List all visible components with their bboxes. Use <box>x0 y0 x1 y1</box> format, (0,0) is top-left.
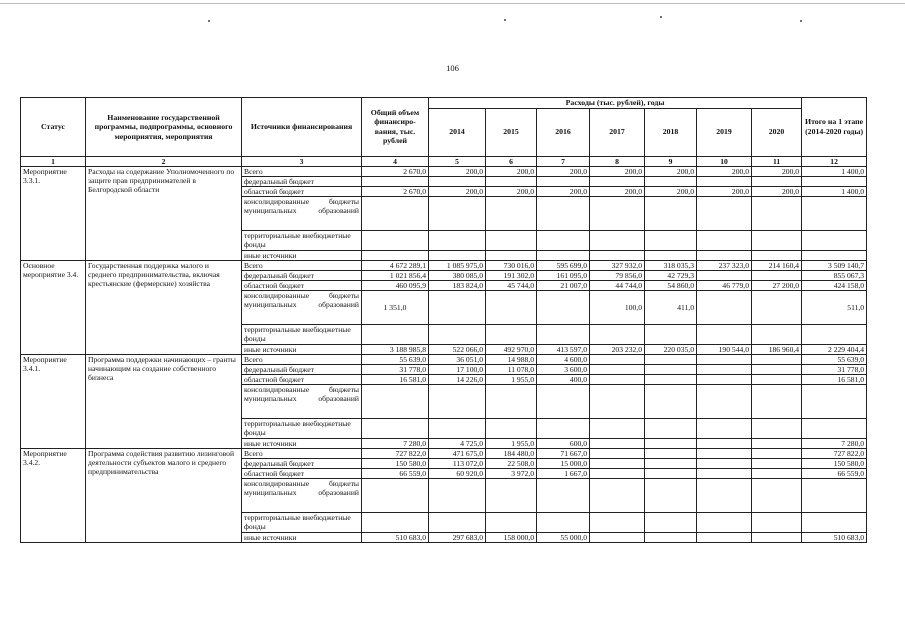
year-value-cell <box>697 438 752 448</box>
total-value-cell: 2 670,0 <box>362 186 429 196</box>
year-value-cell: 200,0 <box>590 186 645 196</box>
col-number: 4 <box>362 156 429 166</box>
year-value-cell <box>697 364 752 374</box>
year-value-cell <box>486 418 537 438</box>
total-value-cell: 727 822,0 <box>362 448 429 458</box>
year-value-cell: 200,0 <box>486 186 537 196</box>
year-value-cell: 36 051,0 <box>429 354 486 364</box>
funding-source-cell: территориальные внебюджетные фонды <box>242 512 362 532</box>
year-value-cell <box>429 290 486 324</box>
year-value-cell <box>486 512 537 532</box>
year-value-cell <box>537 478 590 512</box>
top-scan-edge <box>0 3 905 4</box>
year-value-cell <box>645 230 697 250</box>
year-value-cell: 54 860,0 <box>645 280 697 290</box>
funding-source-cell: иные источники <box>242 250 362 260</box>
itogo-value-cell: 16 581,0 <box>802 374 867 384</box>
itogo-value-cell: 1 400,0 <box>802 166 867 176</box>
year-value-cell: 191 302,0 <box>486 270 537 280</box>
year-value-cell: 492 970,0 <box>486 344 537 354</box>
year-value-cell <box>697 458 752 468</box>
budget-table <box>20 97 867 543</box>
year-value-cell <box>486 230 537 250</box>
year-value-cell <box>752 176 802 186</box>
funding-source-cell: областной бюджет <box>242 186 362 196</box>
funding-source-cell: Всего <box>242 166 362 176</box>
year-value-cell <box>752 364 802 374</box>
year-value-cell <box>645 354 697 364</box>
itogo-value-cell: 31 778,0 <box>802 364 867 374</box>
funding-source-cell: федеральный бюджет <box>242 458 362 468</box>
year-value-cell: 45 744,0 <box>486 280 537 290</box>
year-value-cell <box>429 176 486 186</box>
year-value-cell <box>752 374 802 384</box>
col-number: 2 <box>86 156 242 166</box>
header-name: Наименование государственной программы, подпрограммы, основного мероприятия, мероприятия <box>86 98 242 157</box>
year-value-cell <box>645 418 697 438</box>
header-itogo: Итого на 1 этапе (2014-2020 годы) <box>802 98 867 157</box>
year-value-cell <box>590 364 645 374</box>
col-number: 5 <box>429 156 486 166</box>
year-value-cell: 44 744,0 <box>590 280 645 290</box>
year-value-cell <box>429 196 486 230</box>
year-value-cell <box>590 532 645 542</box>
year-value-cell <box>537 418 590 438</box>
year-value-cell <box>590 230 645 250</box>
year-value-cell <box>752 458 802 468</box>
funding-source-cell: иные источники <box>242 532 362 542</box>
table-body <box>21 166 867 542</box>
year-value-cell <box>645 384 697 418</box>
year-value-cell: 522 066,0 <box>429 344 486 354</box>
page-number: 106 <box>446 63 459 73</box>
year-value-cell <box>590 384 645 418</box>
year-value-cell: 1 085 975,0 <box>429 260 486 270</box>
table-row <box>21 448 867 458</box>
year-value-cell <box>697 270 752 280</box>
year-value-cell <box>697 354 752 364</box>
year-value-cell: 3 972,0 <box>486 468 537 478</box>
header-year: 2016 <box>537 108 590 156</box>
table-row <box>21 260 867 270</box>
total-value-cell <box>362 196 429 230</box>
budget-table-wrapper <box>20 97 867 543</box>
total-value-cell <box>362 478 429 512</box>
total-value-cell: 55 639,0 <box>362 354 429 364</box>
year-value-cell: 471 675,0 <box>429 448 486 458</box>
total-value-cell: 510 683,0 <box>362 532 429 542</box>
total-value-cell: 150 580,0 <box>362 458 429 468</box>
year-value-cell <box>645 250 697 260</box>
year-value-cell: 183 824,0 <box>429 280 486 290</box>
year-value-cell: 200,0 <box>537 186 590 196</box>
year-value-cell: 200,0 <box>537 166 590 176</box>
scan-speck <box>504 19 506 21</box>
year-value-cell <box>590 324 645 344</box>
year-value-cell: 730 016,0 <box>486 260 537 270</box>
scan-speck <box>208 20 210 22</box>
year-value-cell: 161 095,0 <box>537 270 590 280</box>
funding-source-cell: областной бюджет <box>242 374 362 384</box>
year-value-cell <box>590 448 645 458</box>
year-value-cell <box>429 384 486 418</box>
total-value-cell: 4 672 289,1 <box>362 260 429 270</box>
year-value-cell <box>752 230 802 250</box>
funding-source-cell: консолидированные бюджеты муниципальных образований <box>242 478 362 512</box>
status-cell: Мероприятие 3.4.2. <box>21 448 86 542</box>
itogo-value-cell: 66 559,0 <box>802 468 867 478</box>
year-value-cell <box>537 290 590 324</box>
itogo-value-cell: 3 509 140,7 <box>802 260 867 270</box>
program-name-cell: Программа содействия развитию лизинговой деятельности субъектов малого и среднего предпринимательства <box>86 448 242 542</box>
year-value-cell <box>486 384 537 418</box>
header-total: Общий объем финансиро-вания, тыс. рублей <box>362 98 429 157</box>
year-value-cell <box>537 324 590 344</box>
itogo-value-cell: 510 683,0 <box>802 532 867 542</box>
total-value-cell: 31 778,0 <box>362 364 429 374</box>
status-cell: Основное мероприятие 3.4. <box>21 260 86 354</box>
year-value-cell: 14 226,0 <box>429 374 486 384</box>
year-value-cell: 184 480,0 <box>486 448 537 458</box>
total-value-cell: 3 188 985,8 <box>362 344 429 354</box>
year-value-cell <box>486 196 537 230</box>
funding-source-cell: консолидированные бюджеты муниципальных образований <box>242 196 362 230</box>
year-value-cell: 200,0 <box>429 166 486 176</box>
year-value-cell <box>429 512 486 532</box>
year-value-cell: 15 000,0 <box>537 458 590 468</box>
funding-source-cell: консолидированные бюджеты муниципальных образований <box>242 384 362 418</box>
year-value-cell: 22 508,0 <box>486 458 537 468</box>
year-value-cell <box>590 438 645 448</box>
year-value-cell: 200,0 <box>752 166 802 176</box>
year-value-cell: 413 597,0 <box>537 344 590 354</box>
year-value-cell: 27 200,0 <box>752 280 802 290</box>
itogo-value-cell: 855 067,3 <box>802 270 867 280</box>
funding-source-cell: территориальные внебюджетные фонды <box>242 324 362 344</box>
funding-source-cell: консолидированные бюджеты муниципальных образований <box>242 290 362 324</box>
total-value-cell: 460 095,9 <box>362 280 429 290</box>
itogo-value-cell: 150 580,0 <box>802 458 867 468</box>
itogo-value-cell <box>802 384 867 418</box>
year-value-cell <box>537 196 590 230</box>
funding-source-cell: Всего <box>242 354 362 364</box>
itogo-value-cell: 727 822,0 <box>802 448 867 458</box>
year-value-cell <box>590 374 645 384</box>
year-value-cell <box>752 418 802 438</box>
header-sources: Источники финансирования <box>242 98 362 157</box>
year-value-cell <box>752 478 802 512</box>
year-value-cell <box>645 478 697 512</box>
header-year: 2018 <box>645 108 697 156</box>
itogo-value-cell <box>802 230 867 250</box>
year-value-cell <box>752 448 802 458</box>
year-value-cell <box>752 438 802 448</box>
itogo-value-cell: 1 400,0 <box>802 186 867 196</box>
year-value-cell: 190 544,0 <box>697 344 752 354</box>
year-value-cell <box>752 196 802 230</box>
year-value-cell: 17 100,0 <box>429 364 486 374</box>
program-name-cell: Расходы на содержание Уполномоченного по защите прав предпринимателей в Белгородской области <box>86 166 242 260</box>
itogo-value-cell: 511,0 <box>802 290 867 324</box>
year-value-cell: 186 960,4 <box>752 344 802 354</box>
year-value-cell: 113 072,0 <box>429 458 486 468</box>
year-value-cell: 200,0 <box>645 186 697 196</box>
total-value-cell: 66 559,0 <box>362 468 429 478</box>
funding-source-cell: иные источники <box>242 438 362 448</box>
year-value-cell <box>752 250 802 260</box>
year-value-cell <box>645 374 697 384</box>
year-value-cell <box>697 290 752 324</box>
year-value-cell <box>697 384 752 418</box>
itogo-value-cell: 7 280,0 <box>802 438 867 448</box>
year-value-cell: 14 988,0 <box>486 354 537 364</box>
year-value-cell <box>697 448 752 458</box>
year-value-cell <box>752 290 802 324</box>
year-value-cell <box>645 468 697 478</box>
col-number: 8 <box>590 156 645 166</box>
year-value-cell: 4 725,0 <box>429 438 486 448</box>
total-value-cell: 1 351,0 <box>362 290 429 324</box>
year-value-cell <box>645 448 697 458</box>
year-value-cell <box>752 512 802 532</box>
year-value-cell: 71 667,0 <box>537 448 590 458</box>
scan-speck <box>660 16 662 18</box>
year-value-cell <box>590 478 645 512</box>
funding-source-cell: федеральный бюджет <box>242 364 362 374</box>
total-value-cell: 1 021 856,4 <box>362 270 429 280</box>
year-value-cell: 297 683,0 <box>429 532 486 542</box>
year-value-cell <box>697 250 752 260</box>
year-value-cell: 200,0 <box>590 166 645 176</box>
year-value-cell: 327 932,0 <box>590 260 645 270</box>
year-value-cell <box>590 512 645 532</box>
funding-source-cell: федеральный бюджет <box>242 176 362 186</box>
year-value-cell <box>697 468 752 478</box>
table-row <box>21 354 867 364</box>
itogo-value-cell <box>802 478 867 512</box>
funding-source-cell: территориальные внебюджетные фонды <box>242 418 362 438</box>
year-value-cell <box>537 176 590 186</box>
header-year: 2017 <box>590 108 645 156</box>
year-value-cell: 200,0 <box>429 186 486 196</box>
col-number: 6 <box>486 156 537 166</box>
year-value-cell: 3 600,0 <box>537 364 590 374</box>
col-number: 12 <box>802 156 867 166</box>
year-value-cell <box>486 324 537 344</box>
funding-source-cell: территориальные внебюджетные фонды <box>242 230 362 250</box>
year-value-cell <box>645 176 697 186</box>
itogo-value-cell <box>802 418 867 438</box>
year-value-cell: 220 035,0 <box>645 344 697 354</box>
year-value-cell <box>429 324 486 344</box>
year-value-cell: 11 078,0 <box>486 364 537 374</box>
year-value-cell: 4 600,0 <box>537 354 590 364</box>
year-value-cell <box>752 324 802 344</box>
year-value-cell <box>697 512 752 532</box>
year-value-cell: 380 085,0 <box>429 270 486 280</box>
year-value-cell <box>590 176 645 186</box>
year-value-cell: 411,0 <box>645 290 697 324</box>
total-value-cell <box>362 230 429 250</box>
funding-source-cell: федеральный бюджет <box>242 270 362 280</box>
column-number-row <box>21 156 867 166</box>
year-value-cell <box>537 250 590 260</box>
year-value-cell: 42 729,3 <box>645 270 697 280</box>
year-value-cell: 595 699,0 <box>537 260 590 270</box>
col-number: 7 <box>537 156 590 166</box>
year-value-cell <box>752 270 802 280</box>
header-year: 2020 <box>752 108 802 156</box>
year-value-cell: 203 232,0 <box>590 344 645 354</box>
funding-source-cell: Всего <box>242 260 362 270</box>
year-value-cell: 46 779,0 <box>697 280 752 290</box>
year-value-cell: 318 035,3 <box>645 260 697 270</box>
total-value-cell <box>362 512 429 532</box>
year-value-cell <box>429 478 486 512</box>
year-value-cell <box>429 230 486 250</box>
year-value-cell <box>752 384 802 418</box>
year-value-cell <box>645 532 697 542</box>
header-expenses: Расходы (тыс. рублей), годы <box>429 98 802 109</box>
year-value-cell <box>645 364 697 374</box>
year-value-cell <box>645 438 697 448</box>
table-row <box>21 166 867 176</box>
header-year: 2019 <box>697 108 752 156</box>
header-status: Статус <box>21 98 86 157</box>
year-value-cell <box>590 418 645 438</box>
year-value-cell: 1 955,0 <box>486 438 537 448</box>
col-number: 3 <box>242 156 362 166</box>
itogo-value-cell <box>802 196 867 230</box>
year-value-cell <box>752 468 802 478</box>
year-value-cell <box>645 458 697 468</box>
scan-speck <box>800 20 802 22</box>
itogo-value-cell <box>802 250 867 260</box>
year-value-cell <box>537 512 590 532</box>
year-value-cell <box>752 532 802 542</box>
total-value-cell <box>362 384 429 418</box>
year-value-cell <box>590 468 645 478</box>
year-value-cell <box>697 418 752 438</box>
year-value-cell <box>697 324 752 344</box>
year-value-cell: 100,0 <box>590 290 645 324</box>
itogo-value-cell <box>802 324 867 344</box>
col-number: 1 <box>21 156 86 166</box>
year-value-cell: 158 000,0 <box>486 532 537 542</box>
year-value-cell <box>697 478 752 512</box>
year-value-cell <box>590 354 645 364</box>
header-year: 2014 <box>429 108 486 156</box>
year-value-cell <box>590 458 645 468</box>
year-value-cell <box>486 176 537 186</box>
year-value-cell <box>429 418 486 438</box>
year-value-cell: 21 007,0 <box>537 280 590 290</box>
total-value-cell: 7 280,0 <box>362 438 429 448</box>
year-value-cell <box>645 196 697 230</box>
year-value-cell: 1 667,0 <box>537 468 590 478</box>
year-value-cell: 200,0 <box>697 166 752 176</box>
year-value-cell: 400,0 <box>537 374 590 384</box>
itogo-value-cell: 424 158,0 <box>802 280 867 290</box>
col-number: 11 <box>752 156 802 166</box>
total-value-cell: 16 581,0 <box>362 374 429 384</box>
total-value-cell <box>362 250 429 260</box>
year-value-cell <box>645 324 697 344</box>
year-value-cell <box>486 478 537 512</box>
funding-source-cell: иные источники <box>242 344 362 354</box>
year-value-cell <box>697 176 752 186</box>
year-value-cell: 200,0 <box>697 186 752 196</box>
year-value-cell <box>697 196 752 230</box>
year-value-cell: 200,0 <box>645 166 697 176</box>
year-value-cell <box>752 354 802 364</box>
itogo-value-cell <box>802 512 867 532</box>
year-value-cell: 200,0 <box>752 186 802 196</box>
year-value-cell <box>697 532 752 542</box>
year-value-cell: 600,0 <box>537 438 590 448</box>
total-value-cell <box>362 176 429 186</box>
program-name-cell: Государственная поддержка малого и среднего предпринимательства, включая крестьянские (фермерские) хозяйства <box>86 260 242 354</box>
year-value-cell <box>429 250 486 260</box>
year-value-cell <box>645 512 697 532</box>
itogo-value-cell: 2 229 404,4 <box>802 344 867 354</box>
status-cell: Мероприятие 3.4.1. <box>21 354 86 448</box>
year-value-cell: 60 920,0 <box>429 468 486 478</box>
year-value-cell: 237 323,0 <box>697 260 752 270</box>
total-value-cell <box>362 324 429 344</box>
year-value-cell <box>590 196 645 230</box>
funding-source-cell: Всего <box>242 448 362 458</box>
total-value-cell: 2 670,0 <box>362 166 429 176</box>
year-value-cell <box>537 230 590 250</box>
year-value-cell: 1 955,0 <box>486 374 537 384</box>
year-value-cell <box>697 230 752 250</box>
status-cell: Мероприятие 3.3.1. <box>21 166 86 260</box>
year-value-cell <box>537 384 590 418</box>
year-value-cell: 200,0 <box>486 166 537 176</box>
year-value-cell <box>590 250 645 260</box>
col-number: 9 <box>645 156 697 166</box>
year-value-cell: 214 160,4 <box>752 260 802 270</box>
funding-source-cell: областной бюджет <box>242 280 362 290</box>
itogo-value-cell <box>802 176 867 186</box>
funding-source-cell: областной бюджет <box>242 468 362 478</box>
year-value-cell: 55 000,0 <box>537 532 590 542</box>
year-value-cell <box>697 374 752 384</box>
col-number: 10 <box>697 156 752 166</box>
header-year: 2015 <box>486 108 537 156</box>
program-name-cell: Программа поддержки начинающих – гранты начинающим на создание собственного бизнеса <box>86 354 242 448</box>
year-value-cell <box>486 290 537 324</box>
itogo-value-cell: 55 639,0 <box>802 354 867 364</box>
total-value-cell <box>362 418 429 438</box>
year-value-cell <box>486 250 537 260</box>
year-value-cell: 79 856,0 <box>590 270 645 280</box>
